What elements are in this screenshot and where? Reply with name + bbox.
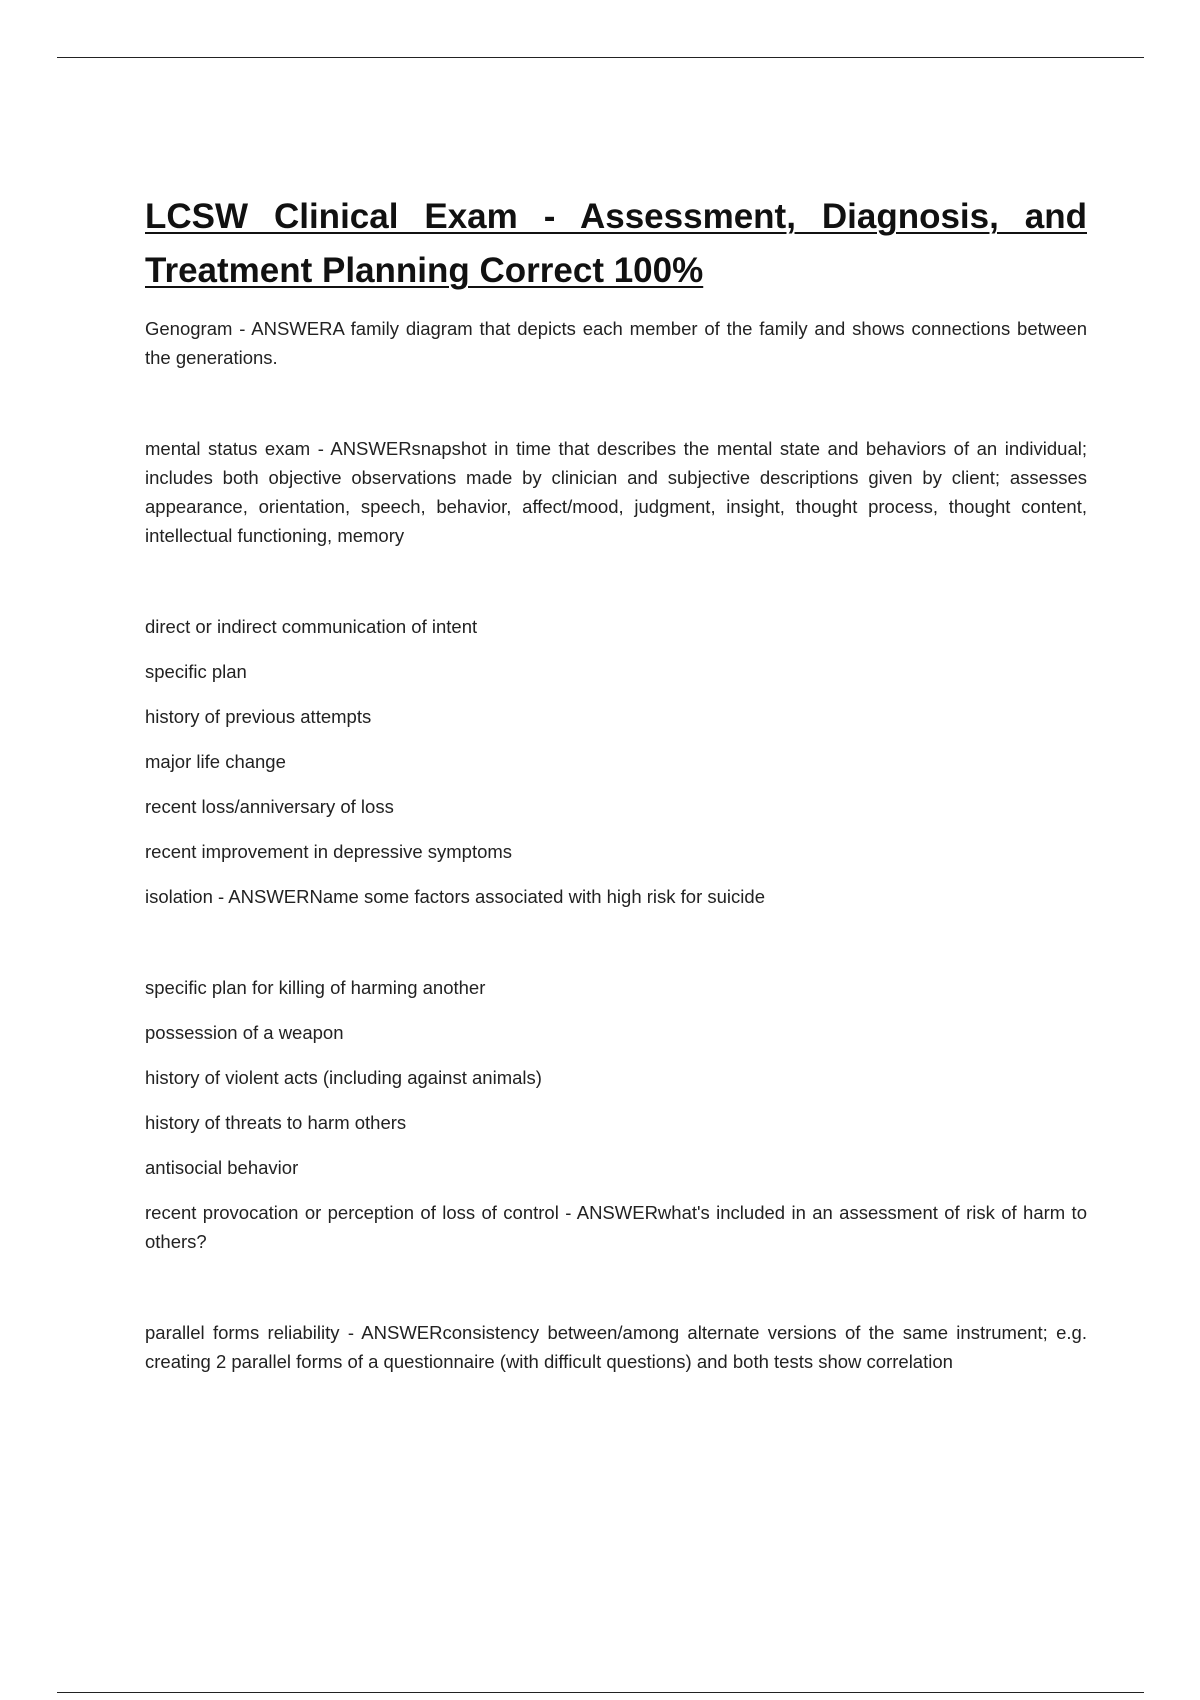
list-item: specific plan for killing of harming another (145, 977, 486, 998)
list-item: major life change (145, 751, 286, 772)
entry-parallel-forms-reliability: parallel forms reliability - ANSWERconsistency between/among alternate versions of the same instrument; e.g. creating 2 parallel forms of a questionnaire (with difficult questions) and both tests show correlation (145, 1322, 1087, 1372)
list-item: recent improvement in depressive symptoms (145, 841, 513, 862)
list-item: isolation - ANSWERName some factors associated with high risk for suicide (145, 886, 765, 907)
list-item: specific plan (145, 661, 247, 682)
list-item: history of violent acts (including against animals) (145, 1067, 542, 1088)
list-item: direct or indirect communication of intent (145, 616, 478, 637)
entry-genogram: Genogram - ANSWERA family diagram that depicts each member of the family and shows connections between the generations. (145, 318, 1087, 368)
header-rule (57, 57, 1144, 58)
harm-others-list (145, 973, 1087, 1256)
entry-mental-status-exam: mental status exam - ANSWERsnapshot in time that describes the mental state and behaviors of an individual; includes both objective observations made by clinician and subjective descriptions given by client; assesses appearance, orientation, speech, behavior, affect/mood, judgment, insight, thought process, thought content, intellectual functioning, memory (145, 438, 1087, 546)
list-item: antisocial behavior (145, 1157, 299, 1178)
list-item: history of threats to harm others (145, 1112, 407, 1133)
document-body (145, 190, 1087, 1376)
suicide-risk-list (145, 612, 1087, 911)
footer-rule (57, 1692, 1144, 1693)
list-item: possession of a weapon (145, 1022, 344, 1043)
document-title: LCSW Clinical Exam - Assessment, Diagnosis, and Treatment Planning Correct 100% (145, 197, 1087, 290)
list-item: recent loss/anniversary of loss (145, 796, 394, 817)
list-item: recent provocation or perception of loss of control - ANSWERwhat's included in an assessment of risk of harm to others? (145, 1202, 1087, 1252)
list-item: history of previous attempts (145, 706, 372, 727)
